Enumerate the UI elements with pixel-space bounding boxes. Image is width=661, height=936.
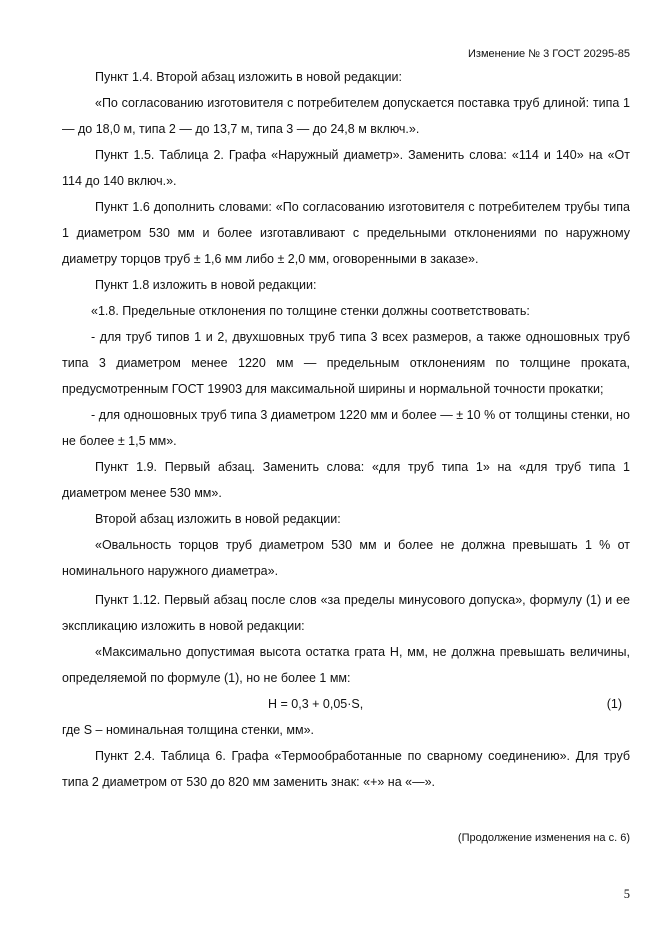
paragraph-clause-1-9: Пункт 1.9. Первый абзац. Заменить слова: «для труб типа 1» на «для труб типа 1 диаметром менее 530 мм».	[62, 460, 630, 500]
paragraph-clause-1-8-item-2: - для одношовных труб типа 3 диаметром 1220 мм и более — ± 10 % от толщины стенки, но не более ± 1,5 мм».	[62, 408, 630, 448]
paragraph-clause-1-8-item-1: - для труб типов 1 и 2, двухшовных труб типа 3 всех размеров, а также одношовных труб типа 3 диаметром менее 1220 мм — предельным отклонениям по толщине проката, предусмотренным ГОСТ 19903 для максимальной ширины и нормальной точности прокатки;	[62, 330, 630, 396]
paragraph-clause-1-12: Пункт 1.12. Первый абзац после слов «за пределы минусового допуска», формулу (1) и ее экспликацию изложить в новой редакции:	[62, 593, 630, 633]
paragraph-clause-1-4-text: «По согласованию изготовителя с потребителем допускается поставка труб длиной: типа 1 — до 18,0 м, типа 2 — до 13,7 м, типа 3 — до 24,8 м включ.».	[62, 96, 630, 136]
paragraph-clause-1-9-text: «Овальность торцов труб диаметром 530 мм и более не должна превышать 1 % от номинального наружного диаметра».	[62, 538, 630, 578]
paragraph-clause-1-9-second: Второй абзац изложить в новой редакции:	[95, 512, 341, 526]
document-body	[62, 64, 630, 795]
paragraph-clause-2-4: Пункт 2.4. Таблица 6. Графа «Термообработанные по сварному соединению». Для труб типа 2 диаметром от 530 до 820 мм заменить знак: «+» на «—».	[62, 749, 630, 789]
paragraph-clause-1-8-text: «1.8. Предельные отклонения по толщине стенки должны соответствовать:	[91, 304, 530, 318]
paragraph-clause-1-12-text: «Максимально допустимая высота остатка грата H, мм, не должна превышать величины, определяемой по формуле (1), но не более 1 мм:	[62, 645, 630, 685]
paragraph-clause-1-8: Пункт 1.8 изложить в новой редакции:	[95, 278, 317, 292]
formula-number: (1)	[606, 697, 622, 711]
continuation-note: (Продолжение изменения на с. 6)	[457, 832, 630, 844]
paragraph-clause-1-6: Пункт 1.6 дополнить словами: «По согласованию изготовителя с потребителем трубы типа 1 диаметром 530 мм и более изготавливают с предельными отклонениями по наружному диаметру торцов труб ± 1,6 мм либо ± 2,0 мм, оговоренными в заказе».	[62, 200, 630, 266]
formula-explanation: где S – номинальная толщина стенки, мм».	[62, 723, 314, 737]
paragraph-clause-1-4: Пункт 1.4. Второй абзац изложить в новой редакции:	[95, 70, 402, 84]
document-header: Изменение № 3 ГОСТ 20295-85	[468, 48, 630, 60]
formula-line	[62, 691, 630, 717]
formula-expression: H = 0,3 + 0,05·S,	[268, 697, 364, 711]
page-number: 5	[623, 887, 630, 901]
paragraph-clause-1-5: Пункт 1.5. Таблица 2. Графа «Наружный диаметр». Заменить слова: «114 и 140» на «От 114 до 140 включ.».	[62, 148, 630, 188]
